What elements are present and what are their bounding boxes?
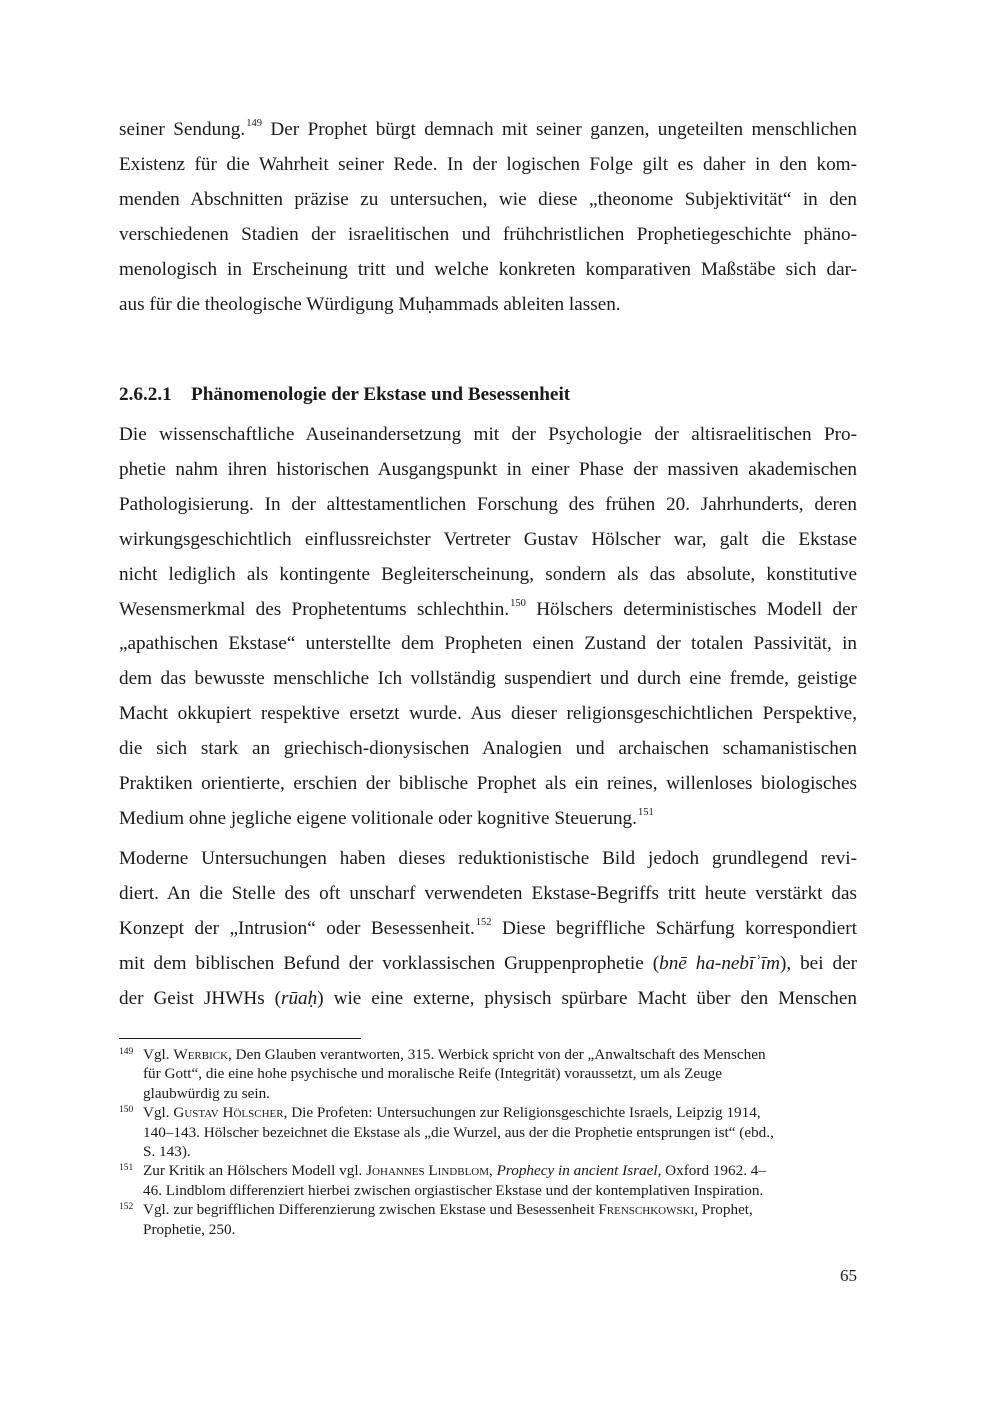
text-line: dem das bewusste menschliche Ich vollständig suspendiert und durch eine fremde, geistige (119, 668, 857, 690)
footnote-line: Vgl. Werbick, Den Glauben verantworten, 315. Werbick spricht von der „Anwaltschaft des Menschen (143, 1046, 766, 1063)
footnote-150 (119, 1103, 857, 1161)
footnote-line: glaubwürdig zu sein. (143, 1084, 270, 1102)
italic-term: bnē ha-nebīʾīm (659, 952, 780, 974)
text-line: wirkungsgeschichtlich einflussreichster Vertreter Gustav Hölscher war, galt die Ekstase (119, 528, 857, 550)
footnote-line: S. 143). (143, 1143, 191, 1161)
section-title: Phänomenologie der Ekstase und Besessenheit (191, 384, 571, 405)
footnote-number: 151 (119, 1163, 134, 1174)
footnote-line: Zur Kritik an Hölschers Modell vgl. Johannes Lindblom, Prophecy in ancient Israel, Oxford 1962. 4– (143, 1162, 766, 1180)
footnote-ref-150[interactable]: 150 (510, 597, 526, 609)
footnote-separator (119, 1038, 361, 1039)
footnote-line: Vgl. zur begrifflichen Differenzierung zwischen Ekstase und Besessenheit Frenschkowski, Prophet, (143, 1201, 753, 1219)
italic-term: rūaḥ (281, 987, 318, 1009)
text-line: diert. An die Stelle des oft unscharf verwendeten Ekstase-Begriffs tritt heute verstärkt das (119, 882, 857, 904)
text-line: aus für die theologische Würdigung Muḥammads ableiten lassen. (119, 293, 621, 315)
footnote-line: für Gott“, die eine hohe psychische und moralische Reife (Integrität) voraussetzt, um als Zeuge (143, 1065, 723, 1083)
footnote-line: 46. Lindblom differenziert hierbei zwischen orgiastischer Ekstase und der kontemplativen Inspiration. (143, 1181, 764, 1199)
footnote-ref-152[interactable]: 152 (475, 916, 492, 928)
footnote-number: 152 (119, 1202, 134, 1213)
page-number: 65 (840, 1266, 857, 1285)
footnotes (119, 1045, 857, 1239)
text-line: menologisch in Erscheinung tritt und welche konkreten komparativen Maßstäbe sich dar- (119, 258, 857, 280)
text-line: phetie nahm ihren historischen Ausgangspunkt in einer Phase der massiven akademischen (119, 458, 857, 480)
text-line: Pathologisierung. In der alttestamentlichen Forschung des frühen 20. Jahrhunderts, deren (119, 493, 857, 515)
text-line: Existenz für die Wahrheit seiner Rede. In der logischen Folge gilt es daher in den kom- (119, 153, 857, 175)
text-line: die sich stark an griechisch-dionysischen Analogien und archaischen schamanistischen (119, 738, 857, 760)
text-line: nicht lediglich als kontingente Begleiterscheinung, sondern als das absolute, konstitutive (119, 563, 857, 585)
text-line: verschiedenen Stadien der israelitischen und frühchristlichen Prophetiegeschichte phäno- (119, 223, 857, 245)
footnote-line: 140–143. Hölscher bezeichnet die Ekstase als „die Wurzel, aus der die Prophetie entsprungen ist“ (ebd., (143, 1123, 774, 1141)
footnote-149 (119, 1045, 857, 1103)
intro-paragraph (119, 113, 857, 322)
text-line: menden Abschnitten präzise zu untersuchen, wie diese „theonome Subjektivität“ in den (119, 188, 857, 210)
text-line: seiner Sendung.$^{149}$ Der Prophet bürgt demnach mit seiner ganzen, ungeteilten menschlichen (119, 118, 857, 140)
text-line: Moderne Untersuchungen haben dieses reduktionistische Bild jedoch grundlegend revi- (119, 848, 857, 869)
ekstase-paragraph (119, 418, 857, 837)
text-line: Wesensmerkmal des Prophetentums schlechthin.$^{150}$ Hölschers deterministisches Modell der (119, 597, 858, 620)
text-line: Praktiken orientierte, erschien der biblische Prophet als ein reines, willenloses biologisches (119, 773, 857, 795)
text-line: der Geist JHWHs (rūaḥ) wie eine externe, physisch spürbare Macht über den Menschen (119, 987, 857, 1009)
text-line: mit dem biblischen Befund der vorklassischen Gruppenprophetie (bnē ha-nebīʾīm), bei der (119, 952, 857, 974)
text-line: Die wissenschaftliche Auseinandersetzung mit der Psychologie der altisraelitischen Pro- (119, 424, 857, 445)
section-heading (119, 378, 857, 412)
footnote-ref-151[interactable]: 151 (637, 806, 654, 818)
footnote-152 (119, 1200, 857, 1239)
text-line: „apathischen Ekstase“ unterstellte dem Propheten einen Zustand der totalen Passivität, in (119, 633, 857, 655)
footnote-151 (119, 1161, 857, 1200)
footnote-number: 149 (119, 1047, 134, 1057)
footnote-line: Prophetie, 250. (143, 1220, 236, 1238)
footnote-line: Vgl. Gustav Hölscher, Die Profeten: Untersuchungen zur Religionsgeschichte Israels, Leipzig 1914, (143, 1104, 761, 1122)
text-line: Konzept der „Intrusion“ oder Besessenheit.$^{152}$ Diese begriffliche Schärfung korrespondiert (119, 916, 857, 939)
text-line: Medium ohne jegliche eigene volitionale oder kognitive Steuerung.$^{151}$ (119, 806, 654, 829)
footnote-number: 150 (119, 1105, 134, 1116)
footnote-ref-149[interactable]: 149 (246, 118, 262, 129)
modern-paragraph (119, 842, 857, 1017)
text-line: Macht okkupiert respektive ersetzt wurde. Aus dieser religionsgeschichtlichen Perspektive, (119, 703, 857, 725)
section-number: 2.6.2.1 (119, 384, 172, 405)
